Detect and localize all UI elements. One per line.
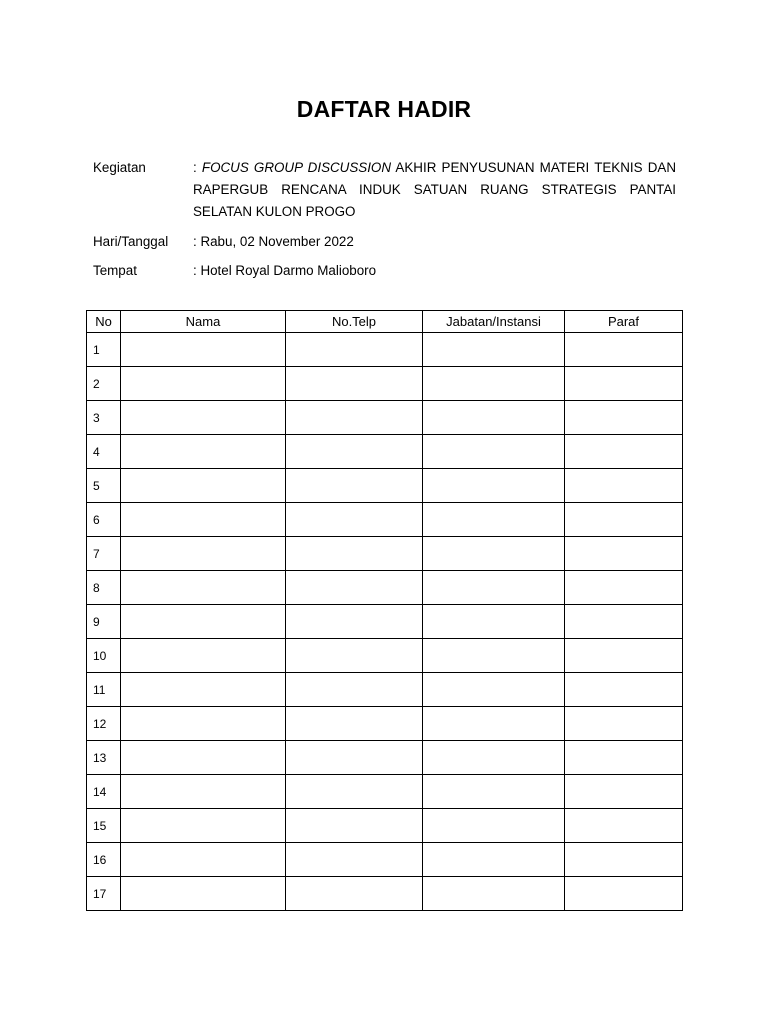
nama-cell[interactable] — [121, 673, 286, 707]
jabatan-cell[interactable] — [423, 435, 565, 469]
table-row — [87, 571, 683, 605]
kegiatan-prefix: : — [193, 160, 202, 175]
tempat-value: : Hotel Royal Darmo Malioboro — [193, 263, 377, 278]
table-row — [87, 809, 683, 843]
paraf-cell[interactable] — [565, 469, 683, 503]
table-row — [87, 877, 683, 911]
paraf-cell[interactable] — [565, 333, 683, 367]
kegiatan-line-1 — [193, 157, 676, 179]
table-row — [87, 537, 683, 571]
telp-cell[interactable] — [286, 877, 423, 911]
row-number: 13 — [87, 741, 121, 775]
telp-cell[interactable] — [286, 639, 423, 673]
table-row — [87, 503, 683, 537]
paraf-cell[interactable] — [565, 503, 683, 537]
jabatan-cell[interactable] — [423, 809, 565, 843]
paraf-cell[interactable] — [565, 809, 683, 843]
table-row — [87, 435, 683, 469]
telp-cell[interactable] — [286, 503, 423, 537]
nama-cell[interactable] — [121, 537, 286, 571]
row-number: 7 — [87, 537, 121, 571]
row-number: 3 — [87, 401, 121, 435]
paraf-cell[interactable] — [565, 435, 683, 469]
row-number: 9 — [87, 605, 121, 639]
paraf-cell[interactable] — [565, 741, 683, 775]
nama-cell[interactable] — [121, 877, 286, 911]
telp-cell[interactable] — [286, 775, 423, 809]
nama-cell[interactable] — [121, 809, 286, 843]
jabatan-cell[interactable] — [423, 571, 565, 605]
telp-cell[interactable] — [286, 741, 423, 775]
row-number: 17 — [87, 877, 121, 911]
jabatan-cell[interactable] — [423, 639, 565, 673]
kegiatan-line-2: RAPERGUB RENCANA INDUK SATUAN RUANG STRATEGIS PANTAI — [193, 182, 676, 197]
nama-cell[interactable] — [121, 503, 286, 537]
kegiatan-line-1-rest: AKHIR PENYUSUNAN MATERI TEKNIS DAN — [391, 160, 676, 175]
jabatan-cell[interactable] — [423, 775, 565, 809]
table-row — [87, 333, 683, 367]
kegiatan-italic: FOCUS GROUP DISCUSSION — [201, 160, 392, 175]
attendance-table — [86, 310, 683, 911]
header-jabatan: Jabatan/Instansi — [423, 311, 565, 333]
telp-cell[interactable] — [286, 333, 423, 367]
jabatan-cell[interactable] — [423, 469, 565, 503]
paraf-cell[interactable] — [565, 843, 683, 877]
nama-cell[interactable] — [121, 741, 286, 775]
table-row — [87, 605, 683, 639]
telp-cell[interactable] — [286, 571, 423, 605]
row-number: 5 — [87, 469, 121, 503]
telp-cell[interactable] — [286, 537, 423, 571]
jabatan-cell[interactable] — [423, 843, 565, 877]
table-body — [87, 333, 683, 911]
paraf-cell[interactable] — [565, 775, 683, 809]
nama-cell[interactable] — [121, 605, 286, 639]
paraf-cell[interactable] — [565, 639, 683, 673]
nama-cell[interactable] — [121, 571, 286, 605]
page-title: DAFTAR HADIR — [296, 96, 472, 122]
row-number: 6 — [87, 503, 121, 537]
telp-cell[interactable] — [286, 707, 423, 741]
table-header-row — [87, 311, 683, 333]
nama-cell[interactable] — [121, 707, 286, 741]
row-number: 2 — [87, 367, 121, 401]
paraf-cell[interactable] — [565, 605, 683, 639]
header-nama: Nama — [121, 311, 286, 333]
telp-cell[interactable] — [286, 673, 423, 707]
row-number: 4 — [87, 435, 121, 469]
hari-tanggal-value: : Rabu, 02 November 2022 — [193, 234, 354, 249]
header-telp: No.Telp — [286, 311, 423, 333]
kegiatan-line-3: SELATAN KULON PROGO — [193, 204, 356, 219]
table-row — [87, 741, 683, 775]
paraf-cell[interactable] — [565, 537, 683, 571]
row-number: 14 — [87, 775, 121, 809]
nama-cell[interactable] — [121, 469, 286, 503]
table-row — [87, 843, 683, 877]
hari-tanggal-label: Hari/Tanggal — [93, 234, 169, 249]
row-number: 12 — [87, 707, 121, 741]
tempat-label: Tempat — [93, 263, 137, 278]
table-row — [87, 673, 683, 707]
kegiatan-value — [193, 157, 676, 223]
nama-cell[interactable] — [121, 639, 286, 673]
jabatan-cell[interactable] — [423, 605, 565, 639]
jabatan-cell[interactable] — [423, 367, 565, 401]
row-number: 1 — [87, 333, 121, 367]
telp-cell[interactable] — [286, 469, 423, 503]
header-paraf: Paraf — [565, 311, 683, 333]
nama-cell[interactable] — [121, 435, 286, 469]
header-no: No — [87, 311, 121, 333]
paraf-cell[interactable] — [565, 401, 683, 435]
telp-cell[interactable] — [286, 401, 423, 435]
jabatan-cell[interactable] — [423, 503, 565, 537]
telp-cell[interactable] — [286, 367, 423, 401]
kegiatan-label: Kegiatan — [93, 160, 146, 175]
nama-cell[interactable] — [121, 401, 286, 435]
paraf-cell[interactable] — [565, 707, 683, 741]
row-number: 15 — [87, 809, 121, 843]
jabatan-cell[interactable] — [423, 741, 565, 775]
telp-cell[interactable] — [286, 435, 423, 469]
table-row — [87, 707, 683, 741]
jabatan-cell[interactable] — [423, 537, 565, 571]
table-row — [87, 367, 683, 401]
paraf-cell[interactable] — [565, 877, 683, 911]
table-row — [87, 775, 683, 809]
telp-cell[interactable] — [286, 605, 423, 639]
jabatan-cell[interactable] — [423, 707, 565, 741]
nama-cell[interactable] — [121, 367, 286, 401]
jabatan-cell[interactable] — [423, 877, 565, 911]
jabatan-cell[interactable] — [423, 333, 565, 367]
nama-cell[interactable] — [121, 843, 286, 877]
jabatan-cell[interactable] — [423, 401, 565, 435]
paraf-cell[interactable] — [565, 673, 683, 707]
row-number: 11 — [87, 673, 121, 707]
table-row — [87, 639, 683, 673]
table-row — [87, 401, 683, 435]
paraf-cell[interactable] — [565, 367, 683, 401]
row-number: 16 — [87, 843, 121, 877]
row-number: 10 — [87, 639, 121, 673]
telp-cell[interactable] — [286, 809, 423, 843]
paraf-cell[interactable] — [565, 571, 683, 605]
table-row — [87, 469, 683, 503]
telp-cell[interactable] — [286, 843, 423, 877]
jabatan-cell[interactable] — [423, 673, 565, 707]
row-number: 8 — [87, 571, 121, 605]
nama-cell[interactable] — [121, 333, 286, 367]
nama-cell[interactable] — [121, 775, 286, 809]
